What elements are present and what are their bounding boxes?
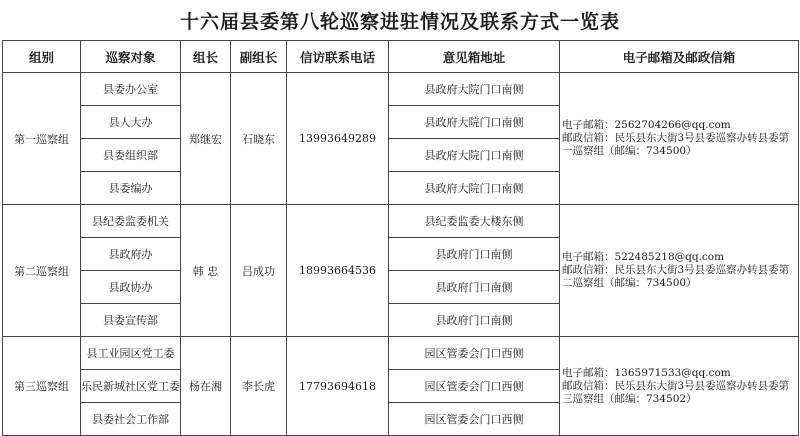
header-phone: 信访联系电话 — [287, 41, 389, 73]
target-cell: 县工业园区党工委 — [81, 337, 181, 370]
header-leader: 组长 — [181, 41, 231, 73]
phone-cell[interactable]: 18993664536 — [287, 205, 389, 337]
target-cell: 县委社会工作部 — [81, 403, 181, 436]
header-deputy: 副组长 — [231, 41, 287, 73]
email-line[interactable]: 电子邮箱：2562704266@qq.com — [562, 119, 731, 131]
page-title: 十六届县委第八轮巡察进驻情况及联系方式一览表 — [179, 10, 620, 33]
contact-cell — [560, 205, 799, 337]
header-mailbox: 意见箱地址 — [389, 41, 560, 73]
inspection-table — [2, 40, 799, 436]
group-name: 第三巡察组 — [3, 337, 81, 436]
header-group: 组别 — [3, 41, 81, 73]
leader-cell: 郑继宏 — [181, 73, 231, 205]
mailbox-cell: 园区管委会门口西侧 — [389, 337, 560, 370]
email-line[interactable]: 电子邮箱：1365971533@qq.com — [562, 366, 731, 379]
mailbox-cell: 县政府大院门口南侧 — [389, 172, 560, 205]
table-row — [3, 73, 799, 106]
deputy-cell: 石晓东 — [231, 73, 287, 205]
group-name: 第二巡察组 — [3, 205, 81, 337]
target-cell: 县委宣传部 — [81, 304, 181, 337]
contact-cell — [560, 337, 799, 436]
mailbox-cell: 县政府门口南侧 — [389, 271, 560, 304]
mailbox-cell: 县政府门口南侧 — [389, 304, 560, 337]
leader-cell: 杨在湘 — [181, 337, 231, 436]
post-line: 邮政信箱：民乐县东大街3号县委巡察办转县委第一巡察组（邮编：734500） — [562, 132, 790, 157]
header-target: 巡察对象 — [81, 41, 181, 73]
target-cell: 县人大办 — [81, 106, 181, 139]
mailbox-cell: 县纪委监委大楼东侧 — [389, 205, 560, 238]
target-cell: 县政府办 — [81, 238, 181, 271]
header-contact: 电子邮箱及邮政信箱 — [560, 41, 799, 73]
contact-cell — [560, 73, 799, 205]
phone-cell[interactable]: 17793694618 — [287, 337, 389, 436]
target-cell: 县委编办 — [81, 172, 181, 205]
post-line: 邮政信箱：民乐县东大街3号县委巡察办转县委第三巡察组（邮编：734502） — [562, 379, 790, 405]
deputy-cell: 李长虎 — [231, 337, 287, 436]
mailbox-cell: 园区管委会门口西侧 — [389, 370, 560, 403]
target-cell: 县政协办 — [81, 271, 181, 304]
post-line: 邮政信箱：民乐县东大街3号县委巡察办转县委第二巡察组（邮编：734500） — [562, 264, 790, 289]
target-cell: 县纪委监委机关 — [81, 205, 181, 238]
target-cell: 乐民新城社区党工委 — [81, 370, 181, 403]
target-cell: 县委办公室 — [81, 73, 181, 106]
mailbox-cell: 县政府大院门口南侧 — [389, 106, 560, 139]
leader-cell: 韩 忠 — [181, 205, 231, 337]
deputy-cell: 吕成功 — [231, 205, 287, 337]
table-row — [3, 337, 799, 370]
mailbox-cell: 县政府门口南侧 — [389, 238, 560, 271]
mailbox-cell: 县政府大院门口南侧 — [389, 139, 560, 172]
email-line[interactable]: 电子邮箱：522485218@qq.com — [562, 251, 725, 263]
header-row — [3, 41, 799, 73]
table-row — [3, 205, 799, 238]
target-cell: 县委组织部 — [81, 139, 181, 172]
phone-cell[interactable]: 13993649289 — [287, 73, 389, 205]
mailbox-cell: 县政府大院门口南侧 — [389, 73, 560, 106]
group-name: 第一巡察组 — [3, 73, 81, 205]
mailbox-cell: 园区管委会门口西侧 — [389, 403, 560, 436]
